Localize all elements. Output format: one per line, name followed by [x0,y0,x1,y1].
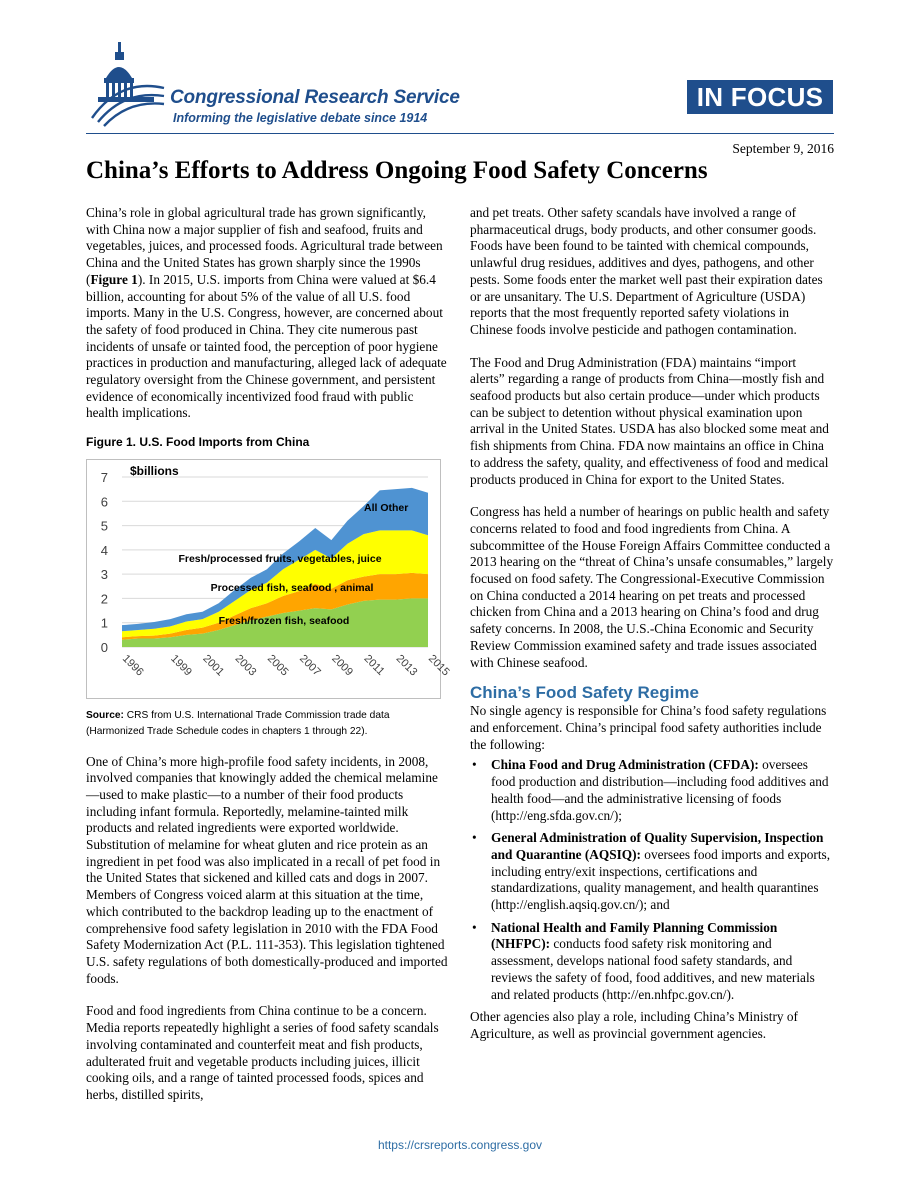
intro-text-a: China’s role in global agricultural trade has grown significantly, with China now a major supplier of fish and seafood, fruits and vegetables, juices, and processed foods. Agricultural trade between China and the United States has grown sharply since the 1990s ( [86,205,443,287]
series-label: Fresh/frozen fish, seafood [218,614,350,627]
series-label: Processed fish, seafood , animal [210,581,374,594]
regime-paragraph: No single agency is responsible for China’s food safety regulations and enforcement. China’s principal food safety authorities include the following: [470,703,827,752]
y-tick-label: 7 [100,469,108,485]
y-tick-label: 2 [100,591,108,607]
section-heading: China’s Food Safety Regime [470,683,699,703]
melamine-paragraph: One of China’s more high-profile food safety incidents, in 2008, involved companies that knowingly added the chemical melamine—used to make plastic—to a number of their food products including infant formula. Reportedly, melamine-tainted milk products and related ingredients were exported worldwide. Substitution of melamine for wheat gluten and rice protein as an ingredient in pet food was also implicated in a recall of pet food in the United States that sickened and killed cats and dogs in 2007. Members of Congress voiced alarm at this situation at the time, which contributed to the backdrop leading up to the enactment of comprehensive food safety legislation in 2010 with the FDA Food Safety Modernization Act (P.L. 111-353). This legislation tightened U.S. safety regulations of both domestically-produced and imported foods. [86,753,448,986]
x-tick-label: 2005 [264,652,291,679]
y-tick-label: 3 [100,566,108,582]
agency-name: China Food and Drug Administration (CFDA): [491,757,759,773]
left-column [86,205,452,1104]
publication-date: September 9, 2016 [732,141,834,156]
right-column [470,205,834,1043]
agency-list [470,757,834,1003]
footer-link[interactable]: https://crsreports.congress.gov [377,1138,543,1152]
header-rule [86,133,834,134]
fda-paragraph: The Food and Drug Administration (FDA) maintains “import alerts” regarding a range of products from China—mostly fish and seafood products but also certain produce—under which products can be subject to detention without physical examination upon arrival in the United States. USDA has also blocked some meat and fish shipments from China. FDA now maintains an office in China to address the safety, quality, and effectiveness of food and medical products produced in China for export to the United States. [470,354,829,487]
intro-text-b: ). In 2015, U.S. imports from China were valued at $6.4 billion, accounting for about 5% of the value of all U.S. food imports. Many in the U.S. Congress, however, are concerned about the safety of food produced in China. They cite numerous past incidents of unsafe or tainted food, the perception of poor hygiene practices in production and manufacturing, alleged lack of adequate regulatory oversight from the Chinese government, and persistent evidence of economically incentivized food fraud with public health implications. [86,271,447,421]
x-tick-label: 1996 [119,652,146,679]
series-label: All Other [364,501,409,514]
agency-name: General Administration of Quality Supervision, Inspection and Quarantine (AQSIQ): [491,830,824,862]
x-tick-label: 2009 [329,652,356,679]
agency-name: National Health and Family Planning Commission (NHFPC): [491,919,778,952]
y-tick-label: 0 [100,639,108,655]
capitol-dome-logo [84,38,166,128]
y-tick-label: 1 [100,615,108,631]
y-axis-label: $billions [130,463,179,478]
x-tick-label: 2011 [361,652,387,678]
ingredients-paragraph: Food and food ingredients from China continue to be a concern. Media reports repeatedly highlight a series of food safety scandals involving contaminated and counterfeit meat and fish products, adulterated fruit and vegetable products including juices, illicit cooking oils, and a range of tainted processed foods, spices and herbs, distilled spirits, [86,1003,439,1102]
list-item [472,757,834,824]
list-item [472,830,834,914]
source-text: CRS from U.S. International Trade Commission trade data (Harmonized Trade Schedule codes in chapters 1 through 22). [86,709,390,737]
food-imports-chart [86,459,452,699]
source-label: Source: [86,709,124,721]
scandals-paragraph: and pet treats. Other safety scandals have involved a range of pharmaceutical drugs, body products, and other consumer goods. Foods have been found to be tainted with chemical compounds, unlawful drug residues, additives and dyes, pathogens, and other pests. Some foods enter the market well past their expiration dates or are unsanitary. The U.S. Department of Agriculture (USDA) reports that the most frequently reported safety violations in Chinese foods involve pesticide and pathogen contamination. [470,205,823,337]
figure-title: Figure 1. U.S. Food Imports from China [86,435,310,450]
bullet-icon: • [472,919,477,935]
x-tick-label: 1999 [168,652,194,679]
page-title: China’s Efforts to Address Ongoing Food Safety Concerns [86,157,708,184]
y-tick-label: 5 [100,518,108,534]
bullet-icon: • [472,757,477,773]
y-tick-label: 6 [100,494,108,510]
agency-description: oversees food production and distribution—including food additives and health food—and the administrative licensing of foods (http://eng.sfda.gov.cn/); [491,757,829,823]
other-agencies-paragraph: Other agencies also play a role, including China’s Ministry of Agriculture, as well as provincial government agencies. [470,1009,798,1041]
hearings-paragraph: Congress has held a number of hearings on public health and safety concerns related to food and food ingredients from China. A subcommittee of the House Foreign Affairs Committee conducted a 2013 hearing on the “threat of China’s unsafe consumables,” largely focused on food safety. The Congressional-Executive Commission on China conducted a 2014 hearing on pet treats and processed chicken from China and a 2013 hearing on China’s food and drug safety concerns. In 2008, the U.S.-China Economic and Security Review Commission examined safety and trade issues associated with Chinese seafood. [470,504,834,670]
figure-chart [86,459,452,704]
in-focus-badge: IN FOCUS [687,80,833,114]
organization-tagline: Informing the legislative debate since 1914 [173,111,428,125]
figure-reference: Figure 1 [90,271,138,287]
x-tick-label: 2007 [297,652,323,679]
agency-description: conducts food safety risk monitoring and assessment, develops national food safety standards, and reviews the safety of food, food additives, and new materials and related products (http://en.nhfpc.gov.cn/). [491,936,815,1002]
y-tick-label: 4 [100,542,108,558]
x-tick-label: 2015 [425,652,452,679]
organization-name: Congressional Research Service [170,87,460,108]
figure-source [86,708,448,740]
x-tick-label: 2003 [232,652,259,679]
x-tick-label: 2001 [200,652,227,679]
agency-description: oversees food imports and exports, including entry/exit inspections, certifications and standardizations, quality management, and health quarantines (http://english.aqsiq.gov.cn/); and [491,846,831,913]
bullet-icon: • [472,830,477,846]
list-item [472,919,834,1004]
intro-paragraph [86,205,448,422]
x-tick-label: 2013 [393,652,420,679]
series-label: Fresh/processed fruits, vegetables, juice [178,552,382,565]
